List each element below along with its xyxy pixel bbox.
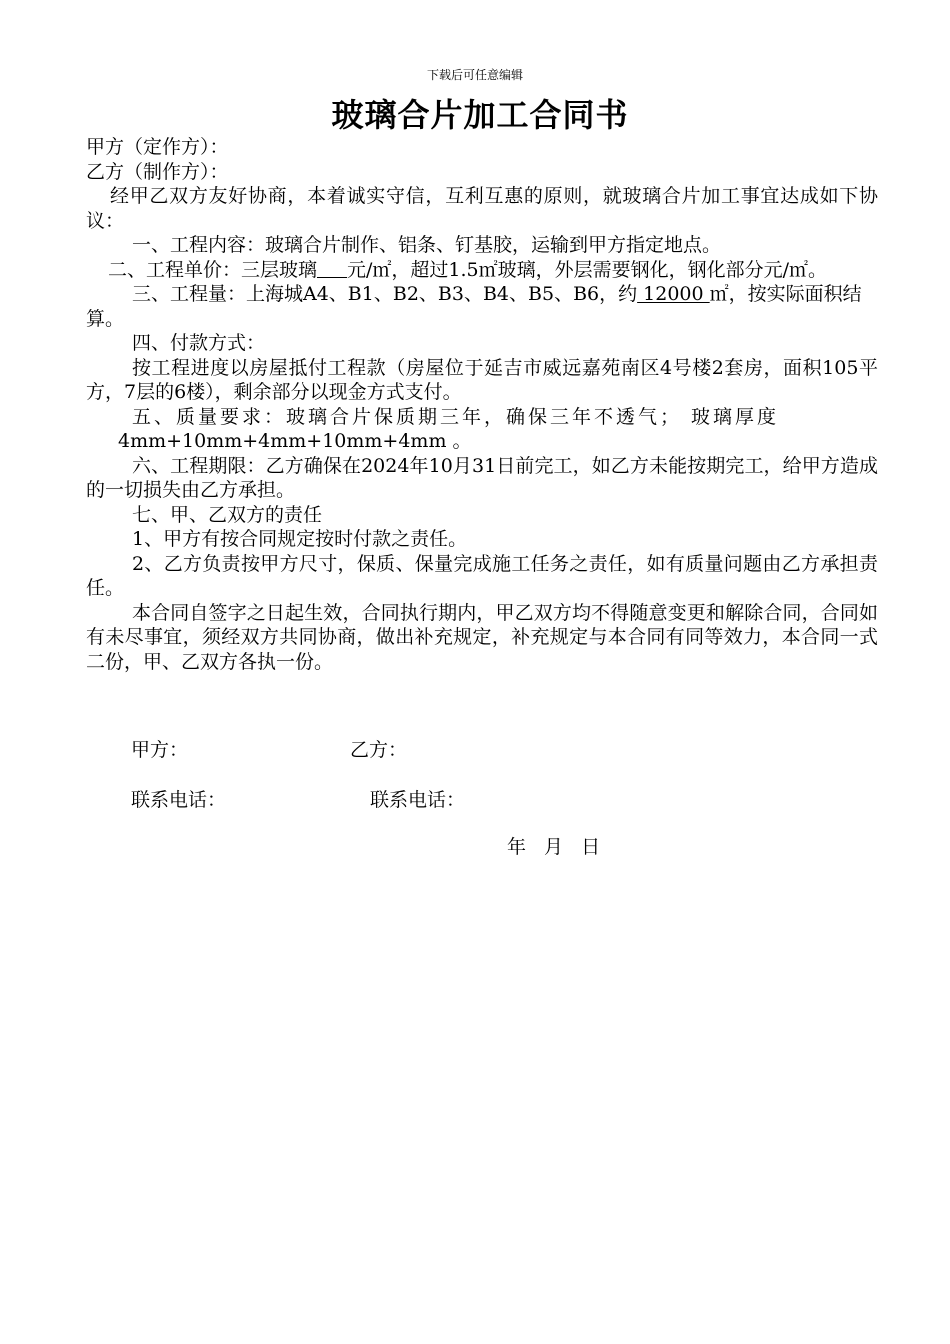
closing-paragraph: 本合同自签字之日起生效，合同执行期内，甲乙双方均不得随意变更和解除合同，合同如有未尽事宜，须经双方共同协商，做出补充规定，补充规定与本合同有同等效力，本合同一式二份，甲、乙双方各执一份。 xyxy=(86,601,878,673)
clause-7-item-1: 1、甲方有按合同规定按时付款之责任。 xyxy=(132,528,468,550)
party-b-phone-label: 联系电话： xyxy=(370,789,466,811)
document-title: 玻璃合片加工合同书 xyxy=(331,96,629,134)
clause-2-text-a: 二、工程单价：三层玻璃 xyxy=(108,258,318,281)
quantity-value: 12000 xyxy=(637,283,710,305)
party-b-signature-label: 乙方： xyxy=(350,739,408,761)
clause-3-text-b: ㎡，按实际面积结算。 xyxy=(86,283,862,330)
party-a-signature-label: 甲方： xyxy=(131,739,189,761)
contract-body xyxy=(86,135,878,674)
price-blank-field xyxy=(317,261,347,278)
clause-3-text-a: 三、工程量：上海城A4、B1、B2、B3、B4、B5、B6，约 xyxy=(132,283,638,305)
clause-2-unit-price xyxy=(86,258,878,283)
clause-7-item-2: 2、乙方负责按甲方尺寸，保质、保量完成施工任务之责任，如有质量问题由乙方承担责任。 xyxy=(86,552,878,599)
clause-5-quality: 五、质量要求：玻璃合片保质期三年，确保三年不透气； 玻璃厚度 xyxy=(132,405,780,428)
clause-4-title: 四、付款方式： xyxy=(132,332,266,354)
intro-paragraph: 经甲乙双方友好协商，本着诚实守信，互利互惠的原则，就玻璃合片加工事宜达成如下协议： xyxy=(86,185,878,232)
page-header-note: 下载后可任意编辑 xyxy=(426,68,523,82)
clause-2-text-b: 元/㎡，超过1.5㎡玻璃，外层需要钢化，钢化部分元/㎡。 xyxy=(347,258,828,281)
date-line: 年 月 日 xyxy=(507,836,601,858)
clause-7-title: 七、甲、乙双方的责任 xyxy=(132,503,323,526)
clause-1-content: 一、工程内容：玻璃合片制作、铝条、钉基胶，运输到甲方指定地点。 xyxy=(132,234,722,256)
clause-3-quantity xyxy=(86,282,878,331)
clause-6-deadline: 六、工程期限：乙方确保在2024年10月31日前完工，如乙方未能按期完工，给甲方造成的一切损失由乙方承担。 xyxy=(86,454,878,501)
party-a-phone-label: 联系电话： xyxy=(131,789,227,811)
clause-5-thickness: 4mm+10mm+4mm+10mm+4mm 。 xyxy=(118,430,472,452)
party-a-line: 甲方（定作方）： xyxy=(86,136,229,158)
party-b-line: 乙方（制作方）： xyxy=(86,160,229,183)
clause-4-body: 按工程进度以房屋抵付工程款（房屋位于延吉市威远嘉苑南区4号楼2套房，面积105平方，7层的6楼），剩余部分以现金方式支付。 xyxy=(86,356,878,403)
